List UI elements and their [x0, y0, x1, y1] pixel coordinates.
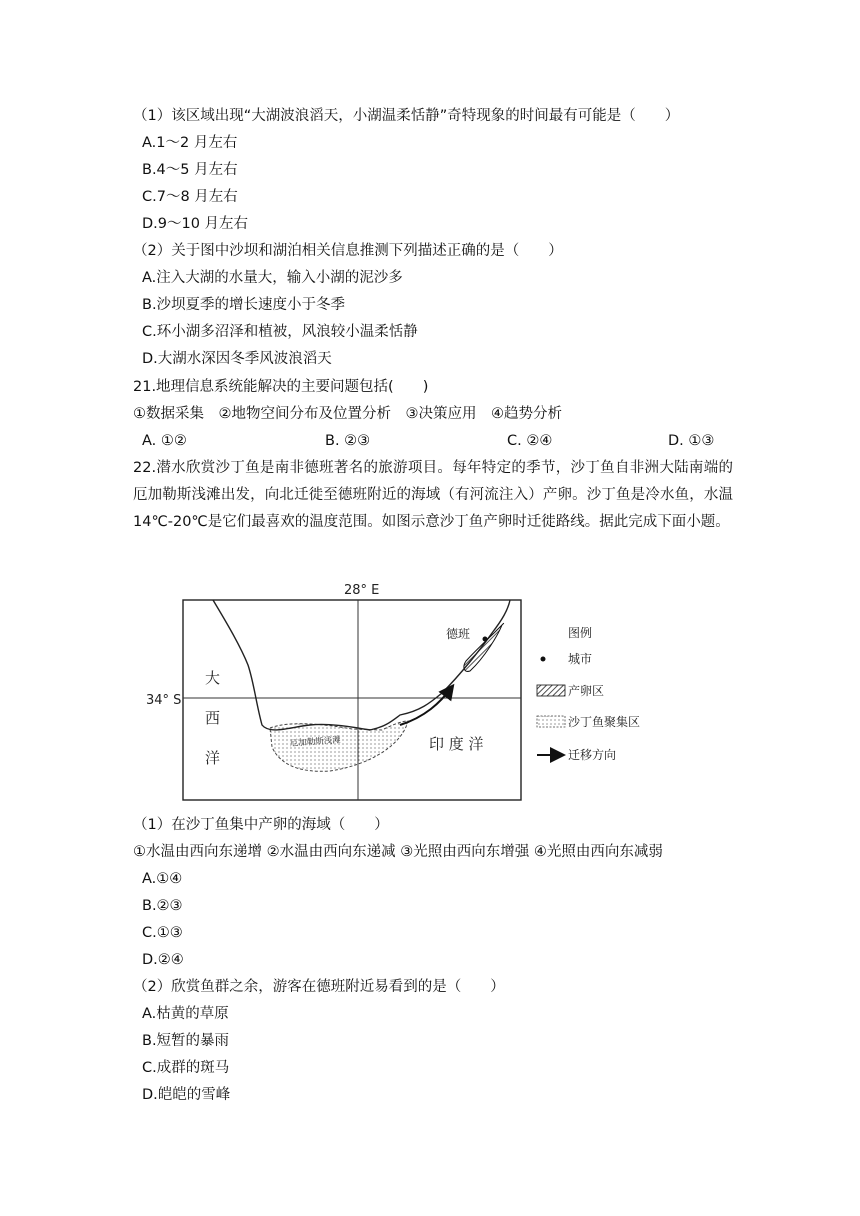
q20-sub2-option-c: C.环小湖多沼泽和植被，风浪较小温柔恬静 [142, 324, 418, 340]
legend-spawning-swatch [537, 685, 565, 696]
durban-city-dot [483, 637, 488, 642]
q20-sub2-option-d: D.大湖水深因冬季风波浪滔天 [142, 351, 332, 367]
q22-sub2-option-c: C.成群的斑马 [142, 1060, 230, 1076]
q21-items: ①数据采集 ②地物空间分布及位置分析 ③决策应用 ④趋势分析 [133, 406, 562, 422]
atlantic-label-1: 大 [205, 669, 221, 687]
atlantic-label-2: 西 [205, 709, 221, 727]
agulhas-bank-label: 厄加勒斯浅滩 [289, 735, 342, 749]
q21-option-d: D. ①③ [668, 433, 715, 449]
q22-sub1-stem: （1）在沙丁鱼集中产卵的海域（ ） [133, 817, 389, 833]
q22-sub1-option-d: D.②④ [142, 952, 184, 968]
legend-gathering: 沙丁鱼聚集区 [568, 715, 641, 729]
q20-sub2-stem: （2）关于图中沙坝和湖泊相关信息推测下列描述正确的是（ ） [133, 243, 563, 259]
legend-city: 城市 [568, 652, 593, 666]
migration-arrow [400, 687, 452, 725]
legend-migration: 迁移方向 [568, 748, 617, 762]
sardine-migration-map [130, 575, 641, 805]
q20-sub1-option-b: B.4～5 月左右 [142, 162, 238, 178]
q21-option-c: C. ②④ [507, 433, 553, 449]
legend-title: 图例 [568, 626, 593, 640]
q20-sub1-option-c: C.7～8 月左右 [142, 189, 238, 205]
q22-sub1-option-b: B.②③ [142, 898, 183, 914]
q21-option-b: B. ②③ [325, 433, 371, 449]
durban-label: 德班 [446, 627, 471, 641]
q22-sub1-items: ①水温由西向东递增 ②水温由西向东递减 ③光照由西向东增强 ④光照由西向东减弱 [133, 844, 663, 860]
q22-sub1-option-c: C.①③ [142, 925, 183, 941]
indian-ocean-label: 印 度 洋 [429, 735, 484, 753]
q22-sub1-option-a: A.①④ [142, 871, 183, 887]
q21-option-a: A. ①② [142, 433, 187, 449]
q20-sub1-stem: （1）该区域出现“大湖波浪滔天，小湖温柔恬静”奇特现象的时间最有可能是（ ） [133, 108, 680, 124]
q20-sub1-option-a: A.1～2 月左右 [142, 135, 238, 151]
q20-sub2-option-b: B.沙坝夏季的增长速度小于冬季 [142, 297, 346, 313]
legend-gathering-swatch [537, 716, 565, 727]
q20-sub2-option-a: A.注入大湖的水量大，输入小湖的泥沙多 [142, 270, 403, 286]
q22-sub2-option-d: D.皑皑的雪峰 [142, 1087, 231, 1103]
q22-intro: 22.潜水欣赏沙丁鱼是南非德班著名的旅游项目。每年特定的季节，沙丁鱼自非洲大陆南端的厄加勒斯浅滩出发，向北迁徙至德班附近的海域（有河流注入）产卵。沙丁鱼是冷水鱼，水温 14℃-20℃是它们最喜欢的温度范围。如图示意沙丁鱼产卵时迁徙路线。据此完成下面小题。 [133, 460, 733, 530]
q22-sub2-stem: （2）欣赏鱼群之余，游客在德班附近易看到的是（ ） [133, 979, 505, 995]
map-frame [183, 600, 521, 800]
legend-city-dot [541, 657, 546, 662]
q22-sub2-option-b: B.短暂的暴雨 [142, 1033, 230, 1049]
q22-sub2-option-a: A.枯黄的草原 [142, 1006, 229, 1022]
atlantic-label-3: 洋 [205, 749, 221, 767]
q21-stem: 21.地理信息系统能解决的主要问题包括( ) [133, 379, 429, 395]
q20-sub1-option-d: D.9～10 月左右 [142, 216, 249, 232]
latitude-label: 34° S [146, 693, 182, 708]
legend-spawning: 产卵区 [568, 684, 605, 698]
longitude-label: 28° E [344, 583, 380, 598]
